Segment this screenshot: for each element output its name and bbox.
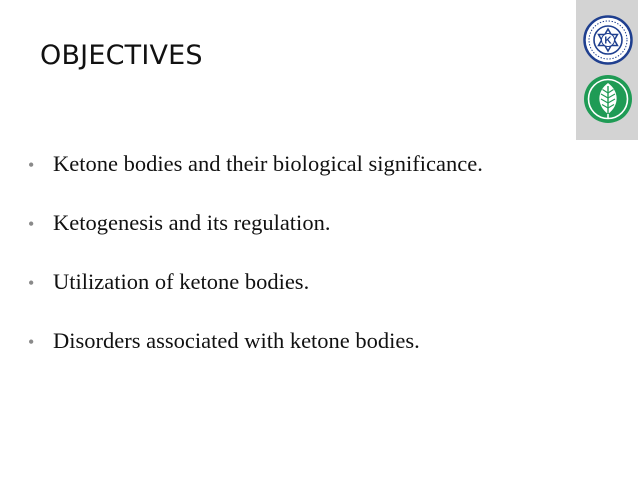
bullet-icon: • [28, 332, 35, 352]
objectives-list [28, 151, 483, 387]
slide-title: OBJECTIVES [40, 40, 203, 71]
list-item [28, 269, 483, 328]
leaf-emblem-icon [583, 73, 633, 125]
list-item-text: Utilization of ketone bodies. [53, 269, 310, 294]
bullet-icon: • [28, 214, 35, 234]
bullet-icon: • [28, 273, 35, 293]
seal-letter: K [604, 35, 612, 47]
list-item-text: Ketogenesis and its regulation. [53, 210, 331, 235]
list-item [28, 151, 483, 210]
bullet-icon: • [28, 155, 35, 175]
list-item-text: Ketone bodies and their biological significance. [53, 151, 483, 176]
list-item [28, 328, 483, 387]
institution-seal-icon [583, 15, 633, 65]
list-item [28, 210, 483, 269]
list-item-text: Disorders associated with ketone bodies. [53, 328, 420, 353]
